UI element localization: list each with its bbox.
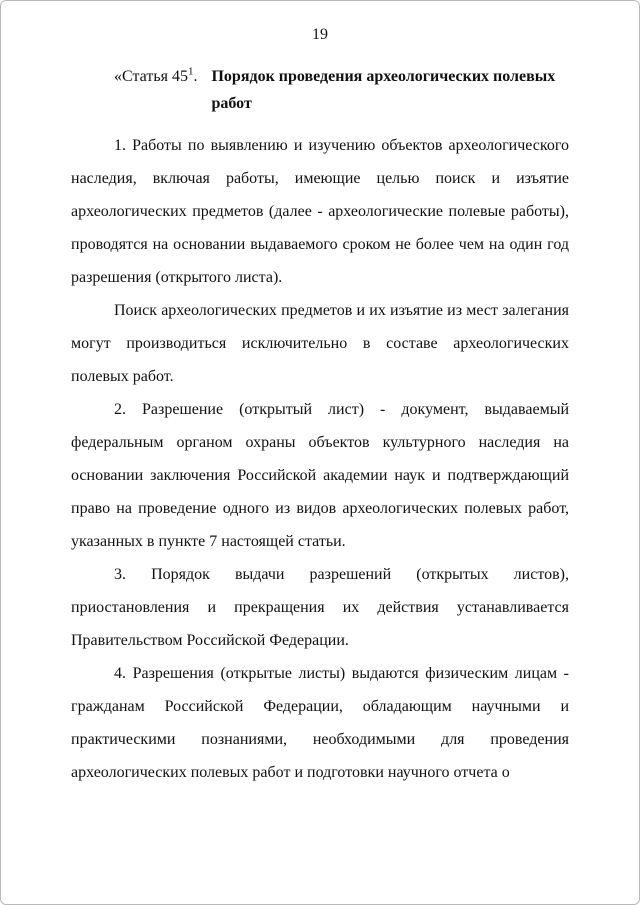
paragraph-4: 4. Разрешения (открытые листы) выдаются физическим лицам - гражданам Российской Федерации, обладающим научными и практическими познаниями, необходимыми для проведения археологических полевых работ и подготовки научного отчета о: [71, 665, 569, 781]
article-number-text: «Статья 45: [114, 68, 188, 85]
article-heading: [114, 63, 569, 117]
article-body: [71, 129, 569, 789]
article-number: [114, 63, 211, 90]
paragraph-1: 1. Работы по выявлению и изучению объектов археологического наследия, включая работы, имеющие целью поиск и изъятие археологических предметов (далее - археологические полевые работы), проводятся на основании выдаваемого сроком не более чем на один год разрешения (открытого листа).: [71, 137, 569, 286]
paragraph-1a: Поиск археологических предметов и их изъятие из мест залегания могут производиться исключительно в составе археологических полевых работ.: [71, 302, 569, 385]
page-number: 19: [312, 26, 328, 43]
article-number-superscript: 1: [187, 65, 194, 78]
article-number-dot: .: [193, 68, 198, 85]
paragraph-3: 3. Порядок выдачи разрешений (открытых листов), приостановления и прекращения их действия устанавливается Правительством Российской Федерации.: [71, 566, 569, 649]
article-title: Порядок проведения археологических полевых работ: [211, 68, 556, 112]
paragraph-2: 2. Разрешение (открытый лист) - документ, выдаваемый федеральным органом охраны объектов культурного наследия на основании заключения Российской академии наук и подтверждающий право на проведение одного из видов археологических полевых работ, указанных в пункте 7 настоящей статьи.: [71, 401, 569, 550]
